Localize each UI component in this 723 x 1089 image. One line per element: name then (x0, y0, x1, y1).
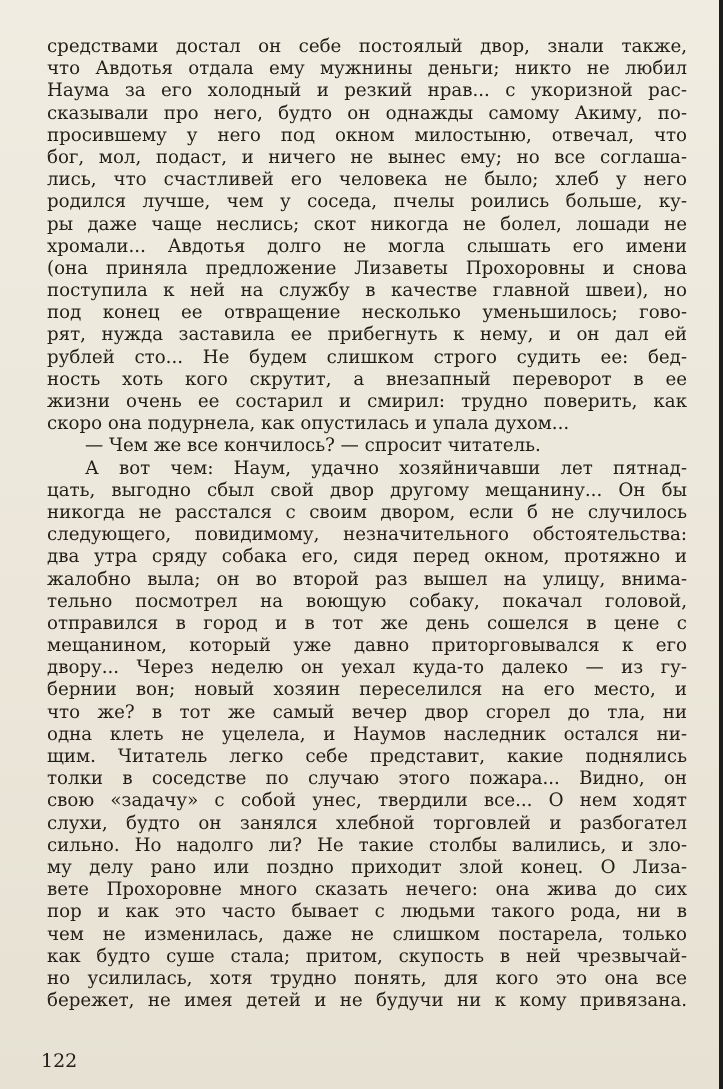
text-line: одна клеть не уцелела, и Наумов наследник остался ни- (47, 723, 687, 745)
text-line: (она приняла предложение Лизаветы Прохоровны и снова (47, 257, 687, 279)
text-line: жалобно выла; он во второй раз вышел на улицу, внима- (47, 568, 687, 590)
text-line: чем не изменилась, даже не слишком постарела, только (47, 923, 687, 945)
text-line: жизни очень ее состарил и смирил: трудно поверить, как (47, 391, 687, 412)
text-line: мещанином, который уже давно приторговывался к его (47, 635, 687, 657)
text-line: что же? в тот же самый вечер двор сгорел до тла, ни (47, 701, 687, 723)
text-line: средствами достал он себе постоялый двор, знали также, (47, 36, 687, 57)
text-line: пор и как это часто бывает с людьми такого рода, ни в (47, 901, 687, 923)
text-line: толки в соседстве по случаю этого пожара... Видно, он (47, 768, 687, 790)
text-line: бог, мол, подаст, и ничего не вынес ему; но все соглаша- (47, 146, 687, 168)
text-line: — Чем же все кончилось? — спросит читатель. (85, 435, 541, 457)
text-line: щим. Читатель легко себе представит, какие поднялись (47, 746, 687, 767)
text-line: как будто суше стала; притом, скупость в ней чрезвычай- (47, 945, 687, 967)
text-line: му делу рано или поздно приходит злой конец. О Лиза- (47, 856, 687, 878)
text-line: никогда не расстался с своим двором, если б не случилось (47, 501, 687, 523)
text-line: слухи, будто он занялся хлебной торговлей и разбогател (47, 812, 687, 834)
text-line: скоро она подурнела, как опустилась и упала духом... (47, 413, 570, 435)
text-line: рят, нужда заставила ее прибегнуть к нему, и он дал ей (47, 324, 687, 346)
body-text (47, 36, 687, 1012)
text-line: ры даже чаще неслись; скот никогда не болел, лошади не (47, 213, 687, 235)
text-line: свою «задачу» с собой унес, твердили все... О нем ходят (47, 790, 687, 812)
text-line: сильно. Но надолго ли? Не такие столбы валились, и зло- (47, 834, 687, 856)
text-line: цать, выгодно сбыл свой двор другому мещанину... Он бы (47, 479, 687, 501)
text-line: следующего, повидимому, незначительного обстоятельства: (47, 524, 687, 546)
text-line: что Авдотья отдала ему мужнины деньги; никто не любил (47, 58, 687, 80)
text-line: под конец ее отвращение несколько уменьшилось; гово- (47, 302, 687, 324)
text-line: лись, что счастливей его человека не было; хлеб у него (47, 169, 687, 191)
text-line: бережет, не имея детей и не будучи ни к кому привязана. (47, 990, 687, 1012)
text-line: А вот чем: Наум, удачно хозяйничавши лет пятнад- (85, 457, 687, 479)
text-line: сказывали про него, будто он однажды самому Акиму, по- (47, 102, 687, 124)
text-line: Наума за его холодный и резкий нрав... с укоризной рас- (47, 80, 687, 102)
text-line: хромали... Авдотья долго не могла слышать его имени (47, 235, 687, 257)
text-line: отправился в город и в тот же день сошелся в цене с (47, 612, 687, 634)
text-line: ность хоть кого скрутит, а внезапный переворот в ее (47, 368, 687, 390)
page-number: 122 (41, 1050, 78, 1072)
text-line: двору... Через неделю он уехал куда-то далеко — из гу- (47, 657, 687, 679)
text-line: просившему у него под окном милостыню, отвечал, что (47, 124, 687, 146)
text-line: два утра сряду собака его, сидя перед окном, протяжно и (47, 546, 687, 568)
text-line: вете Прохоровне много сказать нечего: она жива до сих (47, 879, 687, 901)
text-line: рублей сто... Не будем слишком строго судить ее: бед- (47, 346, 687, 368)
text-line: поступила к ней на службу в качестве главной швеи), но (47, 280, 687, 302)
text-line: бернии вон; новый хозяин переселился на его место, и (47, 679, 687, 701)
text-line: родился лучше, чем у соседа, пчелы роились больше, ку- (47, 191, 687, 213)
text-line: тельно посмотрел на воющую собаку, покачал головой, (47, 590, 687, 612)
text-line: но усилилась, хотя трудно понять, для кого это она все (47, 967, 687, 989)
